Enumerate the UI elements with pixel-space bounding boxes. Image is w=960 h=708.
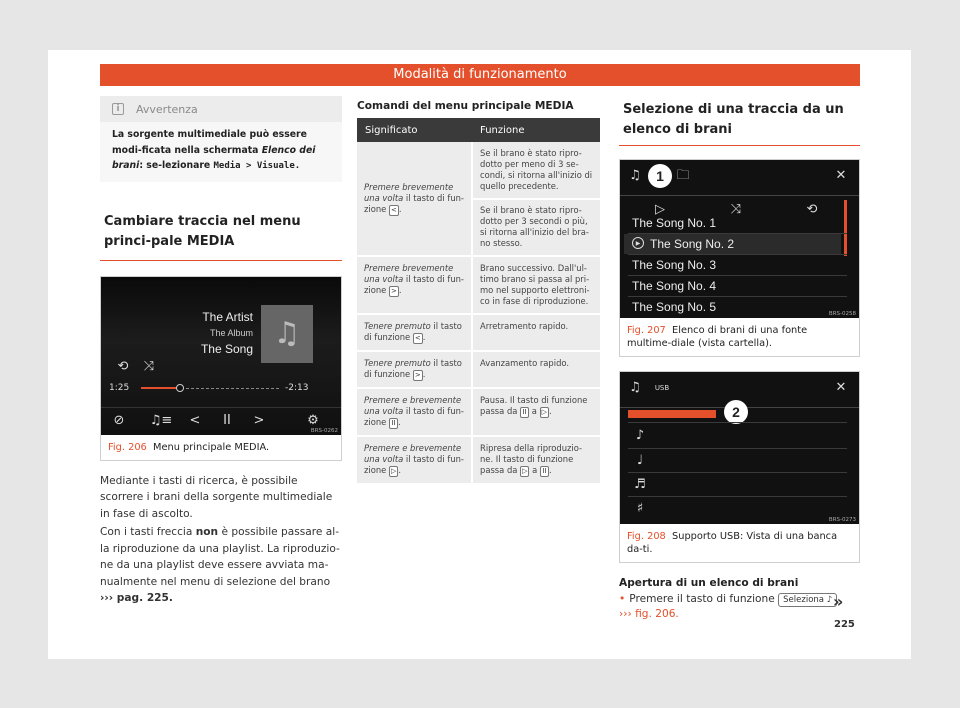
cell-text: Arretramento rapido. <box>480 321 569 331</box>
album-label: The Album <box>209 327 253 338</box>
cell-italic: Premere e brevemente una volta <box>364 395 462 416</box>
close-icon[interactable]: ✕ <box>835 168 847 183</box>
figure-caption-text: Menu principale MEDIA. <box>153 441 270 453</box>
seleziona-button[interactable]: Seleziona ♪ <box>778 593 837 607</box>
function-key-icon: II <box>540 466 549 477</box>
song-label: The Song <box>200 341 253 356</box>
cell-text: a <box>532 465 538 475</box>
table-row <box>357 142 600 256</box>
figure-206 <box>100 276 342 461</box>
artist-label: The Artist <box>202 309 253 324</box>
figure-link[interactable]: ››› fig. 206. <box>619 608 679 620</box>
page-number: 225 <box>834 619 855 630</box>
section2-title: Selezione di una traccia da un elenco di brani <box>623 102 844 137</box>
cell-text: Se il brano è stato ripro-dotto per meno di 3 se-condi, si ritorna all'inizio di quello precedente. <box>480 148 593 191</box>
cell-text: il tasto di fun-zione <box>364 274 464 295</box>
cell-text: il tasto di fun-zione <box>364 192 464 214</box>
elapsed-time: 1:25 <box>109 382 130 393</box>
usb-db-screenshot <box>620 372 859 524</box>
previous-icon[interactable]: < <box>189 412 201 428</box>
table-row <box>357 314 600 351</box>
figure-number: Fig. 206 <box>108 441 147 453</box>
cell-italic: Premere e brevemente una volta <box>364 443 462 464</box>
warning-text-mid: : se-lezionare <box>139 160 214 171</box>
song-list-screenshot <box>620 160 859 318</box>
song-list-item[interactable] <box>624 234 841 254</box>
figure-207 <box>619 159 860 357</box>
cell-text: a <box>531 406 537 416</box>
cell-significato: Tenere premuto il tasto di funzione > . <box>357 351 472 388</box>
song-title: The Song No. 3 <box>632 258 717 272</box>
cell-significato: Premere brevemente una volta il tasto di fun-zione > . <box>357 256 472 314</box>
info-icon: i <box>112 103 124 115</box>
media-main-screenshot <box>101 277 341 435</box>
genre-guitar-icon[interactable]: ♯ <box>636 501 644 516</box>
warning-text: La sorgente multimediale può essere modi-ficata nella schermata <box>112 129 307 156</box>
repeat-icon[interactable]: ⟲ <box>806 202 818 217</box>
section2-heading-wrap <box>619 96 860 146</box>
figure-208-caption <box>620 524 859 562</box>
cell-text: Ripresa della riproduzio-ne. Il tasto di funzione passa da <box>480 443 583 475</box>
figure-number: Fig. 207 <box>627 325 666 336</box>
page-link[interactable]: ››› pag. 225. <box>100 592 173 604</box>
album-art-note-icon: ♫ <box>261 305 313 363</box>
song-title: The Song No. 1 <box>632 216 717 230</box>
song-title: The Song No. 4 <box>632 279 717 293</box>
figure-code: BRS-0262 <box>310 427 338 434</box>
table-row <box>357 351 600 388</box>
cell-significato: Premere e brevemente una volta il tasto di fun-zione II . <box>357 388 472 436</box>
control-divider <box>101 407 341 408</box>
figure-206-caption <box>101 435 341 460</box>
file-music-icon[interactable]: ♪ <box>635 428 645 443</box>
col-header-significato: Significato <box>357 118 472 142</box>
tracklist-icon[interactable]: ♫≡ <box>149 412 173 428</box>
cell-text: il tasto di fun-zione <box>364 406 464 427</box>
table-row <box>357 388 600 436</box>
function-key-icon: II <box>520 407 529 418</box>
now-playing-icon: ▶ <box>632 237 644 249</box>
cell-italic: Premere brevemente una volta <box>364 263 454 284</box>
paragraph-1: Mediante i tasti di ricerca, è possibile scorrere i brani della sorgente multimediale in fase di ascolto. <box>100 474 333 520</box>
bullet-item <box>619 592 860 622</box>
album-icon[interactable]: ♬ <box>634 477 646 492</box>
table-body <box>357 142 600 484</box>
song-list-item[interactable] <box>624 297 841 317</box>
row-separator <box>628 496 847 497</box>
column-right <box>619 96 860 622</box>
cell-italic: Tenere premuto <box>364 321 431 331</box>
source-icon[interactable]: ⊘ <box>113 412 125 428</box>
usb-icon[interactable]: USB <box>654 384 670 392</box>
remaining-time: -2:13 <box>285 382 309 393</box>
folder-icon[interactable]: 🗀 <box>676 168 690 183</box>
function-key-icon: ▷ <box>522 467 528 475</box>
table-row <box>357 256 600 314</box>
progress-knob[interactable] <box>176 384 184 392</box>
cell-text: Pausa. Il tasto di funzione passa da <box>480 395 588 416</box>
callout-badge-2: 2 <box>724 400 748 424</box>
table-row <box>357 436 600 484</box>
section3-title: Apertura di un elenco di brani <box>619 577 799 589</box>
row-separator <box>628 448 847 449</box>
cell-italic: Premere brevemente una volta <box>364 181 454 203</box>
warning-italic: Elenco dei brani <box>112 144 316 171</box>
figure-code: BRS-0273 <box>828 517 856 523</box>
cell-text: Se il brano è stato ripro-dotto per 3 secondi o più, si ritorna all'inizio del bra-no stesso. <box>473 198 600 249</box>
song-title: The Song No. 2 <box>650 237 735 251</box>
figure-code: BRS-0258 <box>828 311 856 317</box>
function-key-icon: ▷ <box>541 408 547 416</box>
settings-gear-icon[interactable]: ⚙ <box>307 412 319 428</box>
figure-number: Fig. 208 <box>627 531 666 542</box>
warning-code: Media > Visuale. <box>213 161 301 171</box>
pause-icon[interactable]: II <box>223 412 231 428</box>
cell-significato: Tenere premuto il tasto di funzione < . <box>357 314 472 351</box>
song-list-item[interactable] <box>624 276 841 296</box>
progress-fill <box>141 387 180 389</box>
cell-text: Avanzamento rapido. <box>480 358 570 368</box>
cell-italic: Tenere premuto <box>364 358 431 368</box>
cell-funzione <box>472 314 600 351</box>
repeat-icon[interactable]: ⟲ <box>117 358 129 374</box>
p2-bold: non <box>195 526 219 538</box>
bullet-text: Premere il tasto di funzione <box>629 593 775 605</box>
function-key-icon: > <box>414 371 421 379</box>
scrollbar[interactable] <box>844 200 847 256</box>
p2-text-post: è possibile passare al-la riproduzione da una playlist. La riproduzio-ne da una playlist deve essere avviata ma-nualmente nel menu di selezione del brano <box>100 526 340 588</box>
table-title: Comandi del menu principale MEDIA <box>357 100 574 112</box>
commands-table <box>357 118 600 485</box>
cell-funzione <box>472 256 600 314</box>
cell-significato: Premere e brevemente una volta il tasto di fun-zione ▷ . <box>357 436 472 484</box>
cell-funzione: Ripresa della riproduzio-ne. Il tasto di funzione passa da ▷ a II . <box>472 436 600 484</box>
cell-funzione: Pausa. Il tasto di funzione passa da II a ▷ . <box>472 388 600 436</box>
warning-title: Avvertenza <box>136 102 198 116</box>
cell-text: il tasto di funzione <box>364 358 462 379</box>
figure-207-caption <box>620 318 859 356</box>
music-note-icon[interactable]: ♫ <box>629 168 641 183</box>
column-left <box>100 96 342 607</box>
paragraph-2 <box>100 524 342 607</box>
next-icon[interactable]: > <box>253 412 265 428</box>
cell-significato: Premere brevemente una volta il tasto di fun-zione < . <box>357 142 472 256</box>
function-key-icon: < <box>390 205 397 214</box>
function-key-icon: < <box>414 334 421 342</box>
function-key-icon: ▷ <box>390 467 397 475</box>
cell-funzione <box>472 351 600 388</box>
cell-text: Brano successivo. Dall'ul-timo brano si passa al pri-mo nel supporto elettroni-co in fase di riproduzione. <box>480 263 590 306</box>
row-separator <box>628 472 847 473</box>
song-list-item[interactable] <box>624 255 841 275</box>
music-note-icon[interactable]: ♫ <box>629 380 641 395</box>
close-icon[interactable]: ✕ <box>835 380 847 395</box>
row-separator <box>628 422 847 423</box>
shuffle-icon[interactable]: ⤨ <box>143 358 155 374</box>
page-header: Modalità di funzionamento <box>100 64 860 86</box>
artist-icon[interactable]: ♩ <box>636 453 644 468</box>
col-header-funzione: Funzione <box>472 118 600 142</box>
song-title: The Song No. 5 <box>632 300 717 314</box>
column-middle <box>357 96 600 485</box>
cell-text: il tasto di fun-zione <box>364 454 464 475</box>
bullet-dot: • <box>619 593 626 605</box>
shuffle-icon[interactable]: ⤨ <box>730 202 742 217</box>
p2-text: Con i tasti freccia <box>100 526 196 538</box>
figure-caption-text: Elenco di brani di una fonte multime-diale (vista cartella). <box>627 325 808 349</box>
warning-body <box>100 122 342 182</box>
cell-funzione <box>472 142 600 256</box>
cell-text: il tasto di funzione <box>364 321 462 342</box>
section1-title: Cambiare traccia nel menu princi-pale MEDIA <box>104 213 301 249</box>
section1-heading-wrap <box>100 212 342 261</box>
figure-208 <box>619 371 860 563</box>
loading-bar <box>628 410 716 418</box>
continue-icon: » <box>833 592 844 611</box>
callout-badge-1: 1 <box>648 164 672 188</box>
function-key-icon: II <box>389 418 398 429</box>
function-key-icon: > <box>390 287 397 295</box>
play-icon[interactable]: ▷ <box>655 202 665 217</box>
warning-header <box>100 96 342 122</box>
figure-caption-text: Supporto USB: Vista di una banca da-ti. <box>627 531 838 555</box>
song-list-item[interactable] <box>624 213 841 233</box>
